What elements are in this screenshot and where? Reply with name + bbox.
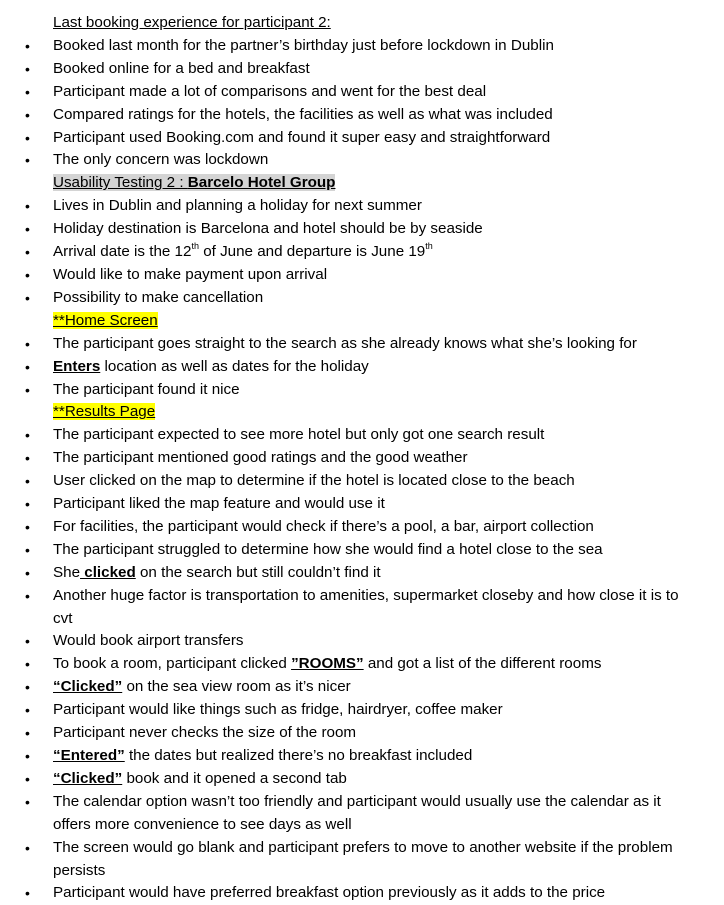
list-item: • Enters location as well as dates for the holiday [0,356,724,379]
list-item: • Another huge factor is transportation to amenities, supermarket closeby and how close it is to cvt [0,585,724,631]
list-item: • Booked last month for the partner’s birthday just before lockdown in Dublin [0,35,724,58]
list-item: • Lives in Dublin and planning a holiday for next summer [0,195,724,218]
list-item: • Participant used Booking.com and found it super easy and straightforward [0,127,724,150]
list-item: • Booked online for a bed and breakfast [0,58,724,81]
list-item: • Participant would have preferred breakfast option previously as it adds to the price [0,882,724,905]
list-item: • The participant found it nice [0,379,724,402]
list-item: • Possibility to make cancellation [0,287,724,310]
list-item: • Arrival date is the 12th of June and departure is June 19th [0,241,724,264]
section-heading-home-screen: **Home Screen [53,311,158,329]
list-item: • Participant liked the map feature and would use it [0,493,724,516]
list-item: • Would book airport transfers [0,630,724,653]
list-item: • User clicked on the map to determine if the hotel is located close to the beach [0,470,724,493]
section-heading-last-booking: Last booking experience for participant 2: [53,14,331,31]
list-item: • Participant made a lot of comparisons and went for the best deal [0,81,724,104]
list-item: • “Clicked” on the sea view room as it’s nicer [0,676,724,699]
list-item: • To book a room, participant clicked ”ROOMS” and got a list of the different rooms [0,653,724,676]
list-item: • For facilities, the participant would check if there’s a pool, a bar, airport collection [0,516,724,539]
section-heading-results-page: **Results Page [53,403,156,421]
list-item: • The participant struggled to determine how she would find a hotel close to the sea [0,539,724,562]
list-item: • “Entered” the dates but realized there’s no breakfast included [0,745,724,768]
list-item: • Would like to make payment upon arrival [0,264,724,287]
list-item: • The screen would go blank and participant prefers to move to another website if the problem persists [0,837,724,883]
list-item: • The calendar option wasn’t too friendly and participant would usually use the calendar as it offers more convenience to see days as well [0,791,724,837]
list-item: • The participant mentioned good ratings and the good weather [0,447,724,470]
list-item: • “Clicked” book and it opened a second tab [0,768,724,791]
list-item: • Compared ratings for the hotels, the facilities as well as what was included [0,104,724,127]
document-body [0,12,724,905]
list-item: • Holiday destination is Barcelona and hotel should be by seaside [0,218,724,241]
list-item: • The participant expected to see more hotel but only got one search result [0,424,724,447]
list-item: • The only concern was lockdown [0,149,724,172]
list-item: • The participant goes straight to the search as she already knows what she’s looking for [0,333,724,356]
list-item: • Participant never checks the size of the room [0,722,724,745]
section-heading-usability-testing: Usability Testing 2 : Barcelo Hotel Group [53,174,336,192]
list-item: • She clicked on the search but still couldn’t find it [0,562,724,585]
list-item: • Participant would like things such as fridge, hairdryer, coffee maker [0,699,724,722]
